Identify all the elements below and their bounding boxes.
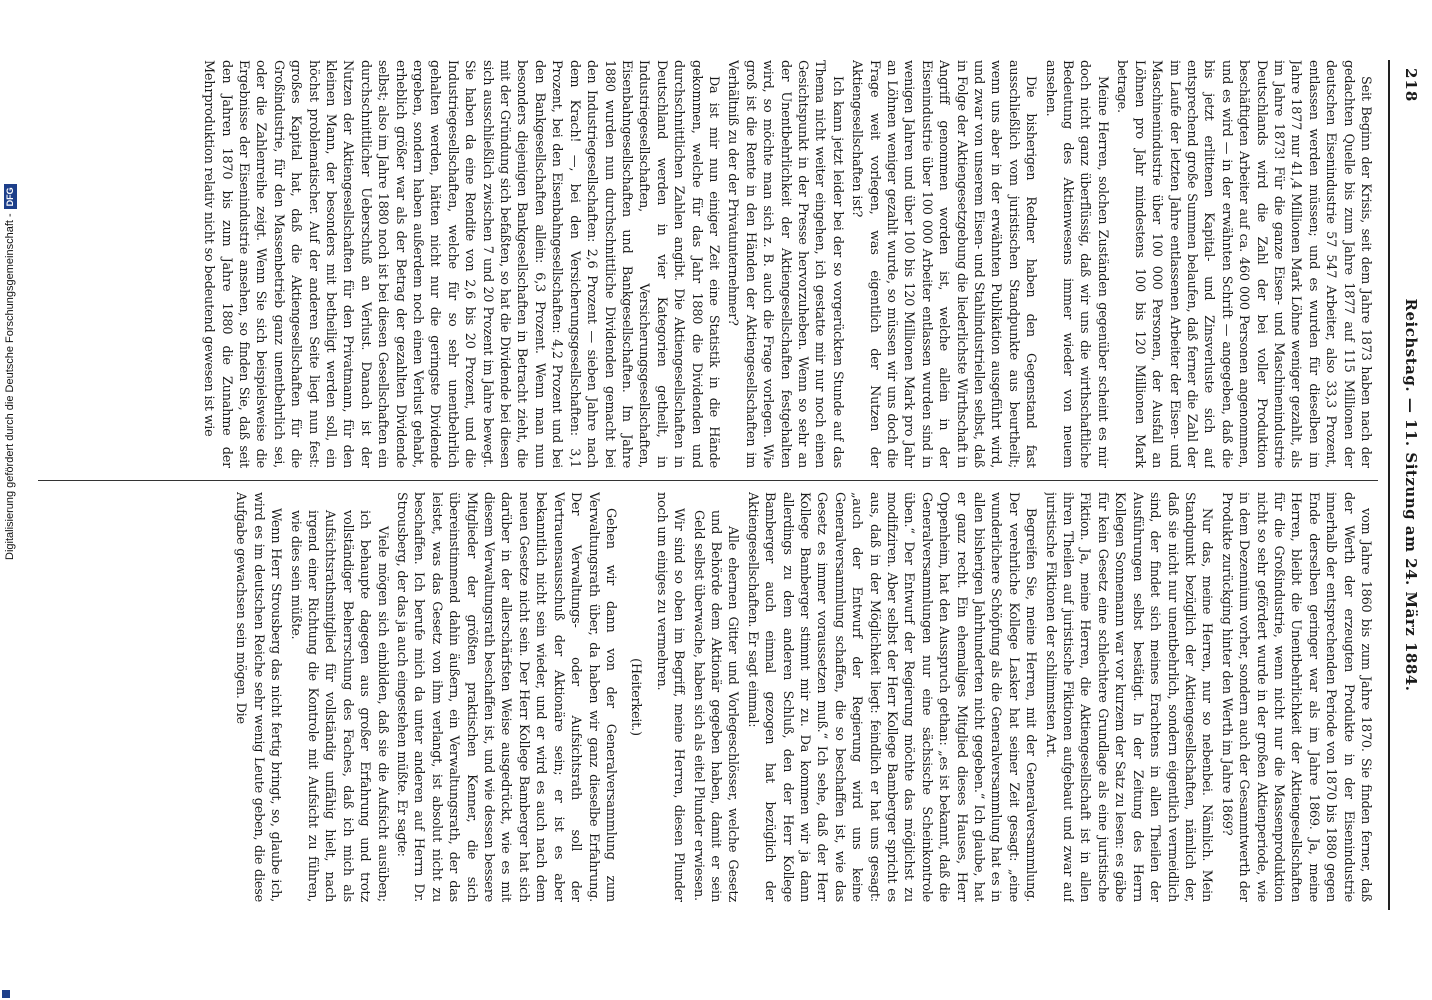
quote-paragraph: Alle ehernen Gitter und Vorlegeschlösser, welche Gesetz und Behörde dem Aktionär gegeben haben, damit er sein Geld selbst überwache, haben sich als eitel Plunder erwiesen. [690, 510, 741, 902]
paragraph: Nur das, meine Herren, nur so nebenbei. Nämlich. Mein Standpunkt bezüglich der Aktiengesellschaften, nämlich der, daß sie nicht nur unentbehrlich, sondern eigentlich vermeidlich sind, der findet sich meines Erachtens in allen Theilen der Ausführungen selbst bestätigt. In der Zeitung des Herrn Kollegen Sonnemann war vor kurzem der Satz zu lesen: es gäbe für kein Gesetz eine schlechtere Grundlage als eine juristische Fiktion. Ja, meine Herren, die Aktiengesellschaft ist in allen ihren Theilen auf juristische Fiktionen aufgebaut und zwar auf juristische Fiktionen der schlimmsten Art. [1042, 492, 1215, 902]
credit-text: Digitalisierung gefördert durch die Deutsche Forschungsgemeinschaft - [4, 213, 16, 560]
text-column-right [44, 492, 1374, 902]
dfg-logo: DFG [4, 184, 17, 209]
paragraph: Begreifen Sie, meine Herren, mit der Generalversammlung. Der verehrliche Kollege Lasker hat seiner Zeit gesagt: „eine wunderlichere Schöpfung als die Generalversammlung hat es in allen bisherigen Jahrhunderten nicht gegeben.“ Ich glaube, hat er ganz recht. Ein ehemaliges Mitglied dieses Hauses, Herr Oppenheim, hat den Ausspruch gethan: „es ist bekannt, daß die Generalversammlungen nur eine sächsische Scheinkontrole üben.“ Der Entwurf der Regierung möchte das möglichst zu modifiziren. Aber selbst der Herr Kollege Bamberger spricht es aus, daß in der Möglichkeit liegt: feindlich er hat uns gesagt: „auch der Entwurf der Regierung wird uns keine Generalversammlung schaffen, die so beschaffen ist, wie das Gesetz es immer voraussetzen muß.“ Ich sehe, daß der Herr Kollege Bamberger stimmt mir zu. Da kommen wir ja dann allerdings zu dem anderen Schluß, den der Herr Kollege Bamberger auch einmal gezogen hat bezüglich der Aktiengesellschaften. Er sagt einmal: [744, 492, 1039, 902]
scanned-page [0, 20, 1432, 980]
paragraph: Wenn Herr Strousberg das nicht fertig bringt, so, glaube ich, wird es im deutschen Reiche sehr wenig Leute geben, die diese Aufgabe gewachsen sein mögen. Die [233, 492, 284, 902]
corner-mark [2, 990, 10, 998]
paragraph: Meine Herren, solchen Zuständen gegenüber scheint es mir doch nicht ganz überflüssig, daß wir uns die wirthschaftliche Bedeutung des Aktienwesens immer wieder von neuem ansehen. [1042, 60, 1110, 468]
running-header [1396, 40, 1426, 950]
digitization-credit [1, 130, 19, 560]
text-column-left [44, 60, 1374, 468]
paragraph: Da ist mir nun einiger Zeit eine Statistik in die Hände gekommen, welche für das Jahr 1880 die Dividenden und durchschnittlichen Zahlen angibt. Die Aktiengesellschaften in Deutschland werden in vier Kategorien getheilt, in Industriegesellschaften, Versicherungsgesellschaften, Eisenbahngesellschaften und Bankgesellschaften. Im Jahre 1880 wurden nun durchschnittliche Dividenden gemacht bei den Industriegesellschaften: 2,6 Prozent — sieben Jahre nach dem Krach! —, bei den Versicherungsgesellschaften: 3,1 Prozent, bei den Eisenbahngesellschaften: 4,2 Prozent und bei den Bankgesellschaften allein: 6,3 Prozent. Wenn man nun besonders diejenigen Bankgesellschaften in Betracht zieht, die mit der Gründung sich befaßten, so hat die Dividende bei diesen sich ausschließlich zwischen 7 und 20 Prozent im Jahre bewegt. Sie haben da eine Rendite von 2,6 bis 20 Prozent, und die Industriegesellschaften, welche für so sehr unentbehrlich gehalten werden, hätten nicht nur die geringste Dividende ergeben, sondern haben außerdem noch einen Verlust gehabt, erheblich größer war als der Betrag der gezahlten Dividende selbst; also im Jahre 1880 noch ist bei diesen Gesellschaften ein durchschnittlicher Ueberschuß an Verlust. Danach ist der Nutzen der Aktiengesellschaften für den Privatmann, für den kleinen Mann, der besonders mit betheiligt werden soll, ein höchst problematischer. Auf der anderen Seite liegt nun fest: großes Kapital hat, daß die Aktiengesellschaften für die Großindustrie, für den Massenbetrieb ganz unentbehrlich sei, oder die Zahlenreihe zeigt. Wenn Sie sich beispielsweise die Ergebnisse der Eisenindustrie ansehen, so finden Sie, daß seit den Jahren 1870 bis zum Jahre 1880 die Zunahme der Mehrproduktion relativ nicht so bedeutend gewesen ist wie [201, 60, 721, 468]
paragraph: Ich kann jetzt leider bei der so vorgerückten Stunde auf das Thema nicht weiter eingehen, ich gestatte mir nur noch einen Gesichtspunkt in der Presse hervorzuheben. Wenn so sehr an der Unentbehrlichkeit der Aktiengesellschaften festgehalten wird, so möchte man sich z. B. auch die Frage vorlegen. Wie groß ist die Rente in den Händen der Aktiengesellschaften im Verhältniß zu der der Privatunternehmer? [725, 60, 845, 468]
paragraph: Seit Beginn der Krisis, seit dem Jahre 1873 haben nach der gedachten Quelle bis zum Jahre 1877 auf 115 Millionen der deutschen Eisenindustrie 57 547 Arbeiter, also 33,3 Prozent, entlassen werden müssen; und es wurden für dieselben im Jahre 1877 nur 41,4 Millionen Mark Löhne weniger gezahlt, als im Jahre 1873! Für die ganze Eisen- und Maschinenindustrie Deutschlands wird die Zahl der bei voller Produktion beschäftigten Arbeiter auf ca. 460 000 Personen angenommen, und es wird — in der erwähnten Schrift — angegeben, daß die bis jetzt erlittenen Kapital- und Zinsverluste sich auf entsprechend große Summen belaufen, daß ferner die Zahl der im Laufe der letzten Jahre entlassenen Arbeiter der Eisen- und Maschinenindustrie über 100 000 Personen, der Ausfall an Löhnen pro Jahr mindestens 100 bis 120 Millionen Mark betrage. [1114, 60, 1373, 468]
paragraph: Wir sind so oben im Begriff, meine Herren, diesen Plunder noch um einiges zu vermehren. [653, 492, 687, 902]
quote-paragraph: Viele mögen sich einbilden, daß sie die Aufsicht ausüben; ich behaupte dagegen aus großer Erfahrung und trotz vollständiger Beherrschung des Faches, daß ich mich als Aufsichtsrathsmitglied für vollständig unfähig hielt, nach irgend einer Richtung die Kontrole mit Aufsicht zu führen, wie dies sein müßte. [287, 510, 390, 902]
page-number: 218 [1402, 68, 1420, 103]
column-divider [38, 480, 1378, 481]
paragraph: Gehen wir dann von der Generalversammlung zum Verwaltungsrath über, da haben wir ganz dieselbe Erfahrung. Der Verwaltungs- oder Aufsichtsrath soll der Vertrauensausschuß der Aktionäre sein; er ist es aber bekanntlich nicht sein wieder, und er wird es auch nach dem neuen Gesetze nicht sein. Der Herr Kollege Bamberger hat sich darüber in der allerschärfsten Weise ausgedrückt, wie es mit diesem Verwaltungsrath beschaffen ist, und wie dessen bessere Mitglieder der größten praktischen Kenner, die sich übereinstimmend dahin äußern, ein Verwaltungsrath, der das leistet, was das Gesetz von ihm verlangt, ist absolut nicht zu beschaffen. Ich berufe mich da unter anderen auf Herrn Dr. Strousberg, der das ja auch eingestehen müßte. Er sagte: [394, 492, 618, 902]
page-title: Reichstag. — 11. Sitzung am 24. März 1884. [1402, 298, 1420, 692]
header-rule [1388, 60, 1390, 910]
paragraph: vom Jahre 1860 bis zum Jahre 1870. Sie finden ferner, daß der Werth der erzeugten Produkte in der Eisenindustrie innerhalb der entsprechenden Periode von 1870 bis 1880 gegen Ende derselben geringer war als im Jahre 1869. Ja, meine Herren, bleibt die Unentbehrlichkeit der Aktiengesellschaften für die Großindustrie, wenn nicht nur die Massenproduktion nicht so sehr gefördert wurde in der großen Aktienperiode, wie in dem Dezennium vorher, sondern auch der Gesammtwerth der Produkte zurückging hinter den Werth im Jahre 1869? [1218, 492, 1373, 902]
interjection: (Heiterkeit.) [628, 658, 644, 736]
paragraph: Die bisherigen Redner haben den Gegenstand fast ausschließlich vom juristischen Standpunkte aus beurtheilt; wenn uns aber in der erwähnten Publikation ausgeführt wird, und zwar von unserem Eisen- und Stahlindustriellen selbst, daß in Folge der Aktiengesetzgebung die liederlichste Wirthschaft in Angriff genommen worden ist, welche allein in der Eisenindustrie über 100 000 Arbeiter entlassen wurden sind in wenigen Jahren und über 100 bis 120 Millionen Mark pro Jahr an Löhnen weniger gezahlt wurde, so müssen wir uns doch die Frage weit vorlegen, was eigentlich der Nutzen der Aktiengesellschaften ist? [849, 60, 1039, 468]
